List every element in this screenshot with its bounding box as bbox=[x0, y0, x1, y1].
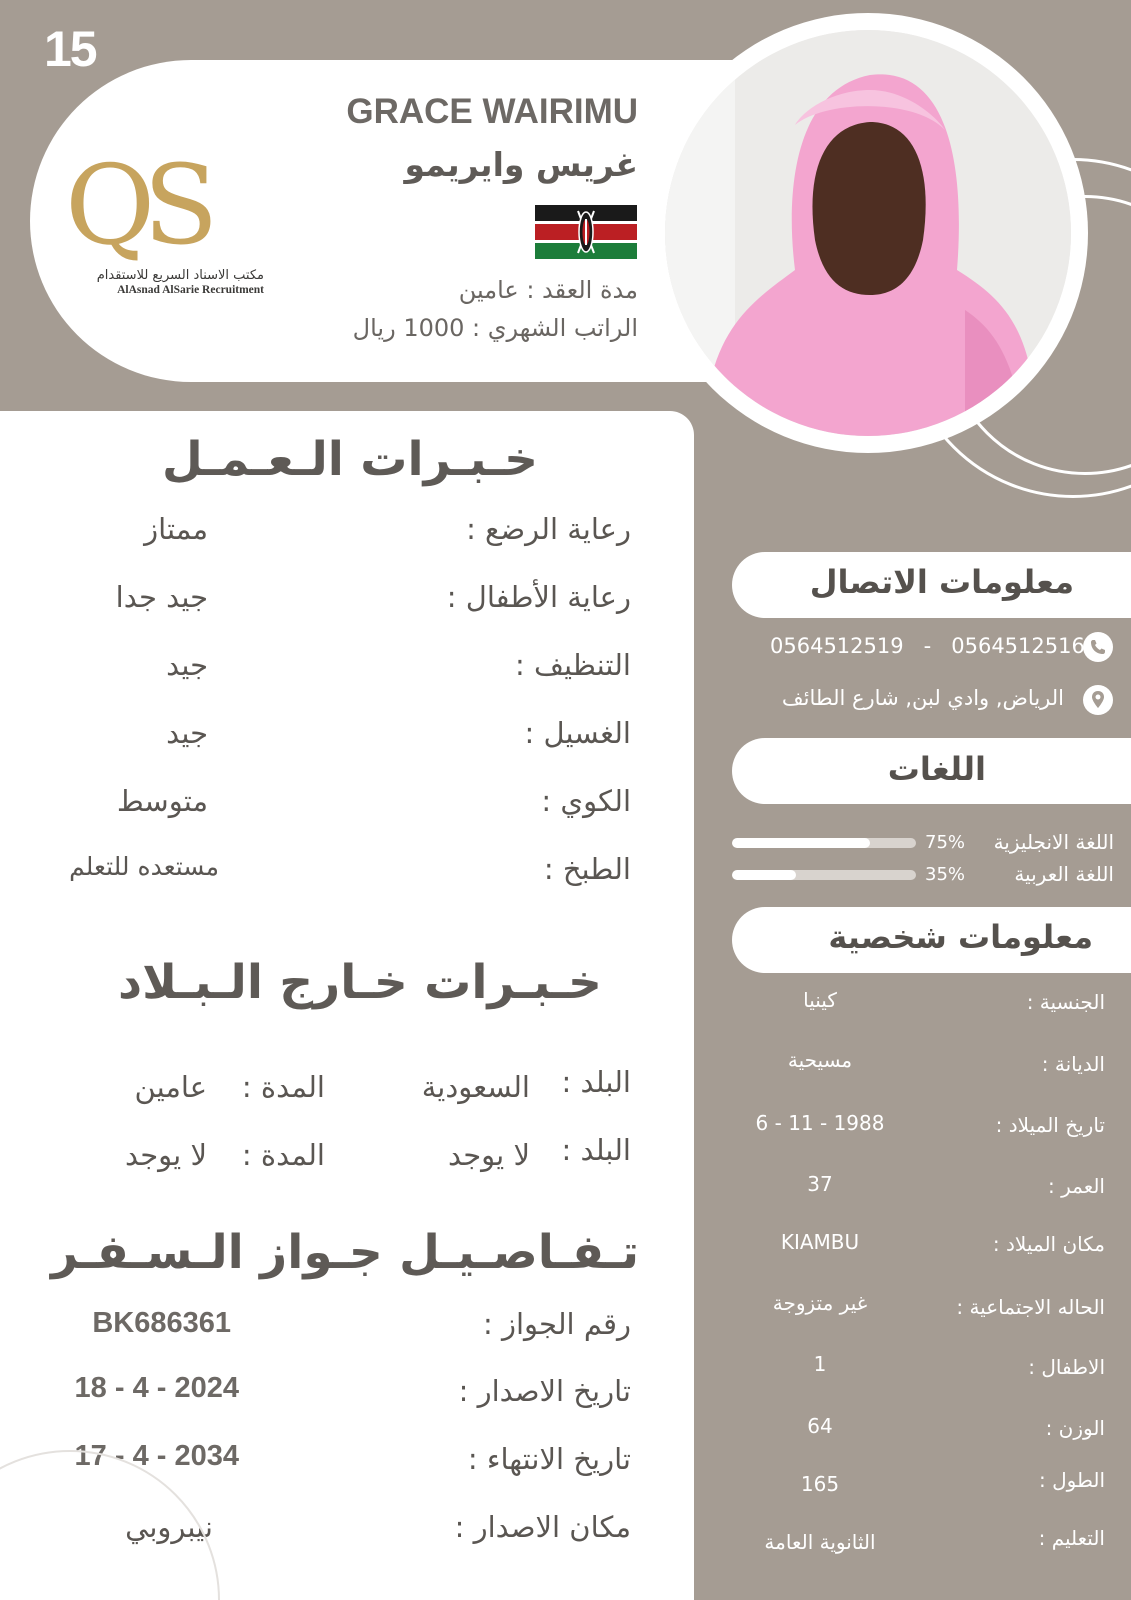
logo-english-text: AlAsnad AlSarie Recruitment bbox=[117, 284, 264, 296]
abroad-duration: عامين bbox=[134, 1070, 207, 1104]
language-progress-bar bbox=[732, 870, 916, 880]
abroad-duration: لا يوجد bbox=[125, 1138, 207, 1172]
language-name: اللغة الانجليزية bbox=[993, 830, 1114, 854]
candidate-name-arabic: غريس وايريمو bbox=[404, 145, 638, 184]
personal-item-value: 37 bbox=[807, 1172, 833, 1196]
abroad-country: السعودية bbox=[421, 1070, 530, 1104]
personal-item-value: 165 bbox=[800, 1472, 840, 1496]
abroad-experience-title: خـبـرات خـارج الـبـلاد bbox=[118, 955, 602, 1010]
personal-item-value: غير متزوجة bbox=[772, 1291, 868, 1315]
abroad-country-label: البلد : bbox=[561, 1065, 631, 1099]
passport-item-value: 17 - 4 - 2034 bbox=[74, 1440, 239, 1472]
contract-duration: مدة العقد : عامين bbox=[458, 276, 638, 304]
personal-item-label: الجنسية : bbox=[1026, 990, 1105, 1014]
passport-item-label: تاريخ الانتهاء : bbox=[467, 1442, 631, 1476]
contact-phones: 0564512519 - 0564512516 bbox=[770, 634, 1085, 658]
logo-arabic-text: مكتب الاسناد السريع للاستقدام bbox=[96, 268, 264, 283]
work-item-label: التنظيف : bbox=[515, 648, 631, 682]
personal-info-title: معلومات شخصية bbox=[828, 918, 1093, 956]
personal-item-label: الوزن : bbox=[1045, 1416, 1105, 1440]
personal-item-value: 6 - 11 - 1988 bbox=[755, 1111, 885, 1135]
work-item-value: جيد bbox=[166, 648, 208, 682]
work-item-label: رعاية الرضع : bbox=[466, 512, 631, 546]
work-item-value: ممتاز bbox=[144, 512, 208, 546]
work-item-label: رعاية الأطفال : bbox=[446, 580, 631, 614]
work-item-value: مستعده للتعلم bbox=[69, 852, 219, 881]
phone-icon bbox=[1083, 632, 1113, 662]
personal-item-label: تاريخ الميلاد : bbox=[995, 1113, 1105, 1137]
personal-item-value: KIAMBU bbox=[780, 1230, 860, 1254]
work-item-label: الطبخ : bbox=[543, 852, 631, 886]
personal-item-value: كينيا bbox=[803, 988, 837, 1012]
contact-title: معلومات الاتصال bbox=[809, 563, 1074, 601]
work-experience-title: خـبـرات الـعـمـل bbox=[161, 432, 539, 487]
personal-item-label: العمر : bbox=[1048, 1174, 1105, 1198]
abroad-country: لا يوجد bbox=[448, 1138, 530, 1172]
personal-item-label: الديانة : bbox=[1041, 1052, 1105, 1076]
personal-item-value: مسيحية bbox=[787, 1048, 853, 1072]
personal-item-value: 1 bbox=[813, 1352, 827, 1376]
personal-item-label: الطول : bbox=[1038, 1468, 1105, 1492]
personal-item-label: مكان الميلاد : bbox=[992, 1232, 1105, 1256]
passport-item-label: رقم الجواز : bbox=[482, 1307, 631, 1341]
location-pin-icon bbox=[1083, 685, 1113, 715]
contact-address: الرياض, وادي لبن, شارع الطائف bbox=[781, 686, 1064, 710]
work-item-value: جيد bbox=[166, 716, 208, 750]
passport-item-value: BK686361 bbox=[92, 1307, 231, 1339]
passport-title: تـفـاصـيـل جـواز الـسـفـر bbox=[50, 1225, 640, 1280]
personal-item-value: 64 bbox=[807, 1414, 833, 1438]
work-item-label: الكوي : bbox=[541, 784, 631, 818]
cv-number: 15 bbox=[44, 21, 96, 77]
monthly-salary: الراتب الشهري : 1000 ريال bbox=[352, 314, 638, 342]
personal-item-label: الحاله الاجتماعية : bbox=[956, 1295, 1105, 1319]
candidate-photo bbox=[665, 30, 1071, 436]
language-percent: 35% bbox=[925, 864, 966, 885]
language-percent: 75% bbox=[925, 832, 966, 853]
passport-item-label: تاريخ الاصدار : bbox=[458, 1374, 631, 1408]
abroad-duration-label: المدة : bbox=[241, 1070, 325, 1104]
work-item-value: جيد جدا bbox=[115, 580, 208, 614]
languages-title: اللغات bbox=[887, 750, 986, 788]
passport-item-value: 18 - 4 - 2024 bbox=[74, 1372, 239, 1404]
language-name: اللغة العربية bbox=[1014, 862, 1114, 886]
abroad-duration-label: المدة : bbox=[241, 1138, 325, 1172]
company-logo: QS bbox=[65, 141, 207, 269]
personal-item-label: التعليم : bbox=[1038, 1526, 1105, 1550]
work-item-label: الغسيل : bbox=[524, 716, 631, 750]
personal-item-label: الاطفال : bbox=[1028, 1355, 1105, 1379]
kenya-flag-icon bbox=[535, 205, 637, 259]
personal-item-value: الثانوية العامة bbox=[764, 1530, 876, 1554]
language-progress-bar bbox=[732, 838, 916, 848]
candidate-name-english: GRACE WAIRIMU bbox=[346, 92, 638, 131]
passport-item-value: نيبروبي bbox=[125, 1510, 213, 1544]
passport-item-label: مكان الاصدار : bbox=[454, 1510, 631, 1544]
abroad-country-label: البلد : bbox=[561, 1133, 631, 1167]
work-item-value: متوسط bbox=[116, 784, 208, 818]
